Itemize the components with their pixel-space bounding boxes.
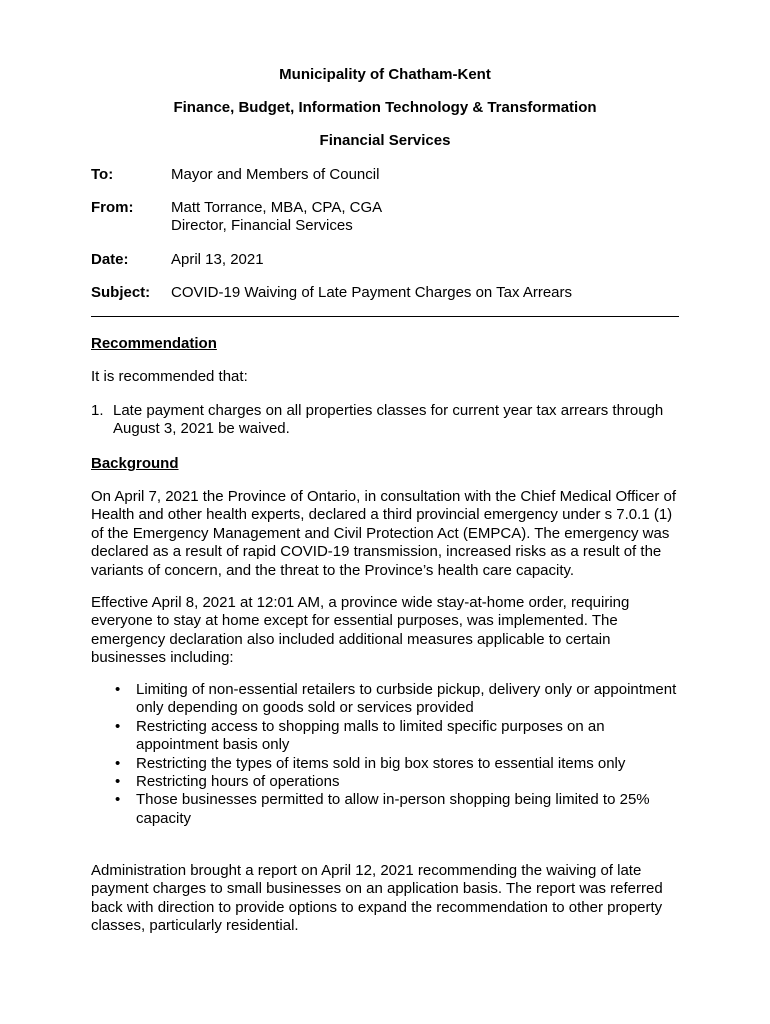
subject-label: Subject:: [91, 284, 151, 301]
from-title: Director, Financial Services: [171, 217, 353, 234]
list-item-text: Restricting the types of items sold in big box stores to essential items only: [136, 754, 626, 772]
list-item-number: 1.: [91, 402, 104, 419]
list-item: [91, 773, 681, 791]
background-paragraph-1: On April 7, 2021 the Province of Ontario, in consultation with the Chief Medical Officer of Health and other health experts, declared a third provincial emergency under s 7.0.1 (1) of the Emergency Management and Civil Protection Act (EMPCA). The emergency was declared as a result of rapid COVID-19 transmission, increased risks as a result of the variants of concern, and the threat to the Province’s health care capacity.: [91, 488, 677, 579]
list-item: [91, 791, 681, 828]
background-heading: Background: [91, 455, 179, 472]
division-title: Financial Services: [319, 132, 451, 149]
background-paragraph-2: Effective April 8, 2021 at 12:01 AM, a province wide stay-at-home order, requiring everyone to stay at home except for essential purposes, was implemented. The emergency declaration also included additional measures applicable to certain businesses including:: [91, 594, 630, 667]
from-name: Matt Torrance, MBA, CPA, CGA: [171, 199, 383, 216]
recommendation-heading: Recommendation: [91, 335, 217, 352]
to-value: Mayor and Members of Council: [171, 166, 380, 183]
list-item-text: Restricting access to shopping malls to limited specific purposes on an appointment basis only: [136, 717, 605, 754]
list-item-text: Late payment charges on all properties classes for current year tax arrears through August 3, 2021 be waived.: [113, 402, 664, 438]
date-label: Date:: [91, 251, 129, 268]
measures-list: [91, 681, 681, 828]
from-label: From:: [91, 199, 134, 216]
bullet-icon: •: [115, 773, 121, 791]
background-paragraph-3: Administration brought a report on April 12, 2021 recommending the waiving of late payment charges to small businesses on an application basis. The report was referred back with direction to provide options to expand the recommendation to other property classes, particularly residential.: [91, 862, 663, 935]
bullet-icon: •: [115, 717, 121, 735]
list-item-text: Restricting hours of operations: [136, 773, 340, 791]
org-title: Municipality of Chatham-Kent: [279, 66, 491, 83]
department-title: Finance, Budget, Information Technology & Transformation: [173, 99, 597, 116]
list-item: [91, 755, 681, 773]
recommendation-intro: It is recommended that:: [91, 368, 248, 385]
list-item-text: Limiting of non-essential retailers to curbside pickup, delivery only or appointment only depending on goods sold or services provided: [136, 681, 677, 717]
bullet-icon: •: [115, 681, 121, 698]
bullet-icon: •: [115, 754, 121, 772]
list-item: [91, 718, 681, 755]
list-item-text: Those businesses permitted to allow in-person shopping being limited to 25% capacity: [136, 791, 650, 827]
header-divider: [91, 316, 679, 317]
date-value: April 13, 2021: [171, 251, 264, 268]
subject-value: COVID-19 Waiving of Late Payment Charges on Tax Arrears: [171, 284, 573, 301]
list-item: [91, 681, 681, 718]
bullet-icon: •: [115, 791, 121, 809]
to-label: To:: [91, 166, 114, 183]
